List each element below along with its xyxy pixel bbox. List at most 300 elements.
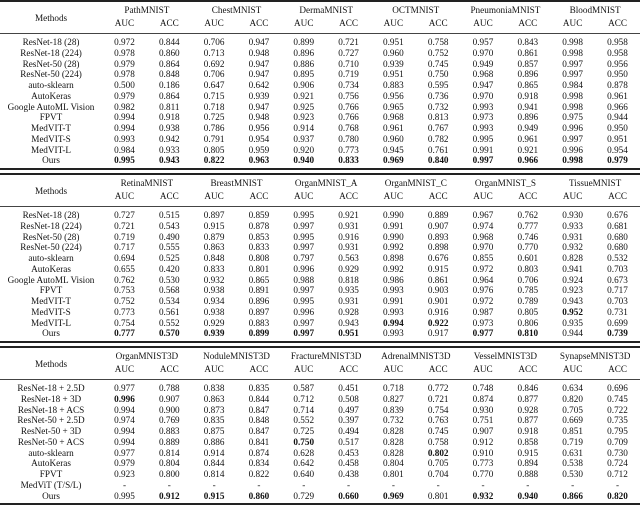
acc-header: ACC xyxy=(608,191,627,201)
metric-cell: 0.601 xyxy=(517,253,539,263)
method-name: Ours xyxy=(42,490,60,501)
metric-cell: 0.833 xyxy=(203,263,225,274)
method-name: ResNet-18 (224) xyxy=(20,220,82,231)
auc-header: AUC xyxy=(114,364,135,374)
metric-cell: 0.979 xyxy=(114,58,135,69)
table-row xyxy=(0,59,640,70)
metric-cell: 0.863 xyxy=(203,242,225,253)
table-row xyxy=(0,469,640,480)
metric-cell: 0.712 xyxy=(293,393,315,404)
table-row xyxy=(0,437,640,448)
metric-cell: 0.996 xyxy=(293,263,315,274)
metric-cell: 0.709 xyxy=(607,436,628,447)
metric-cell: 0.710 xyxy=(338,58,359,69)
metric-cell: 0.660 xyxy=(338,490,359,501)
metric-cell: 0.494 xyxy=(338,426,359,436)
table-row xyxy=(0,69,640,80)
metric-cell: 0.995 xyxy=(293,210,315,220)
metric-cell: 0.696 xyxy=(607,383,628,393)
method-name: ResNet-50 (28) xyxy=(22,58,80,69)
metric-cell: 0.878 xyxy=(607,80,628,90)
metric-cell: 0.886 xyxy=(203,436,225,447)
metric-cell: 0.921 xyxy=(517,144,539,155)
metric-cell: 0.993 xyxy=(383,285,404,296)
dataset-header: OrganMNIST3D xyxy=(115,351,179,361)
metric-cell: 0.931 xyxy=(338,220,359,231)
metric-cell: 0.993 xyxy=(383,306,404,317)
metric-cell: 0.838 xyxy=(203,383,225,393)
metric-cell: 0.972 xyxy=(114,37,135,47)
metric-cell: 0.715 xyxy=(203,90,225,101)
metric-cell: 0.804 xyxy=(383,458,404,469)
auc-header: AUC xyxy=(562,191,583,201)
metric-cell: 0.978 xyxy=(114,69,135,80)
metric-cell: 0.719 xyxy=(338,69,359,80)
metric-cell: 0.992 xyxy=(383,263,404,274)
table-row xyxy=(0,232,640,243)
acc-header: ACC xyxy=(518,364,538,374)
metric-cell: 0.915 xyxy=(203,490,225,501)
metric-cell: 0.762 xyxy=(517,210,539,220)
metric-cell: 0.899 xyxy=(248,328,270,339)
method-name: ResNet-50 + 3D xyxy=(20,426,82,436)
metric-cell: 0.921 xyxy=(293,90,315,101)
metric-cell: 0.916 xyxy=(338,231,359,242)
table-row xyxy=(0,123,640,134)
metric-cell: 0.772 xyxy=(427,383,449,393)
method-name: ResNet-18 + ACS xyxy=(17,404,85,415)
metric-cell: 0.923 xyxy=(293,112,315,123)
metric-cell: 0.490 xyxy=(158,231,180,242)
metric-cell: 0.860 xyxy=(158,47,180,58)
metric-cell: - xyxy=(257,479,261,490)
metric-cell: 0.956 xyxy=(383,90,404,101)
metric-cell: 0.929 xyxy=(203,317,225,328)
metric-cell: 0.943 xyxy=(338,317,359,328)
metric-cell: 0.725 xyxy=(203,112,225,123)
metric-cell: 0.961 xyxy=(383,123,404,133)
metric-cell: 0.994 xyxy=(114,112,135,123)
method-name: ResNet-50 + ACS xyxy=(17,436,85,447)
table-block-1 xyxy=(0,0,640,170)
metric-cell: 0.543 xyxy=(158,220,180,231)
metric-cell: 0.848 xyxy=(203,253,225,263)
method-name: ResNet-18 (28) xyxy=(22,210,80,220)
metric-cell: 0.789 xyxy=(517,296,539,306)
metric-cell: 0.676 xyxy=(607,210,628,220)
metric-cell: 0.719 xyxy=(562,436,583,447)
metric-cell: 0.972 xyxy=(472,296,494,306)
metric-cell: 0.703 xyxy=(607,263,628,274)
metric-cell: 0.973 xyxy=(472,317,494,328)
metric-cell: 0.941 xyxy=(517,101,539,112)
method-name: ResNet-50 (224) xyxy=(20,242,82,253)
metric-cell: 0.706 xyxy=(203,37,225,47)
dataset-header: BloodMNIST xyxy=(569,5,621,15)
metric-cell: 0.889 xyxy=(427,210,449,220)
table-row xyxy=(0,405,640,416)
table-row xyxy=(0,112,640,123)
metric-cell: 0.438 xyxy=(338,469,359,479)
dataset-header: OCTMNIST xyxy=(392,5,440,15)
metric-cell: 0.718 xyxy=(203,101,225,112)
metric-cell: 0.963 xyxy=(248,155,270,166)
metric-cell: 0.847 xyxy=(248,426,270,436)
metric-cell: 0.640 xyxy=(293,469,315,479)
metric-cell: 0.848 xyxy=(158,69,180,80)
metric-cell: 0.805 xyxy=(517,306,539,317)
metric-cell: 0.950 xyxy=(607,123,628,133)
metric-cell: 0.970 xyxy=(472,90,494,101)
metric-cell: 0.944 xyxy=(607,112,628,123)
metric-cell: - xyxy=(571,479,575,490)
method-name: ResNet-50 (28) xyxy=(22,231,80,242)
metric-cell: 0.994 xyxy=(114,404,135,415)
table-row xyxy=(0,102,640,113)
metric-cell: - xyxy=(122,479,126,490)
dataset-header: BreastMNIST xyxy=(210,178,263,188)
metric-cell: 0.705 xyxy=(562,404,583,415)
metric-cell: 0.893 xyxy=(427,231,449,242)
acc-header: ACC xyxy=(339,18,359,28)
acc-header: ACC xyxy=(159,364,179,374)
metric-cell: 0.777 xyxy=(517,220,539,231)
metric-cell: 0.976 xyxy=(472,285,494,296)
metric-cell: 0.886 xyxy=(293,58,315,69)
dataset-header: RetinaMNIST xyxy=(120,178,174,188)
metric-cell: 0.900 xyxy=(158,404,180,415)
metric-cell: 0.634 xyxy=(562,383,583,393)
metric-cell: 0.982 xyxy=(114,101,135,112)
metric-cell: 0.947 xyxy=(248,37,270,47)
metric-cell: 0.921 xyxy=(338,210,359,220)
metric-cell: 0.538 xyxy=(562,458,583,469)
metric-cell: 0.993 xyxy=(472,101,494,112)
metric-cell: 0.915 xyxy=(517,447,539,458)
metric-cell: 0.680 xyxy=(607,231,628,242)
metric-cell: 0.975 xyxy=(562,112,583,123)
method-name: auto-sklearn xyxy=(28,80,74,90)
method-name: Google AutoML Vision xyxy=(7,101,95,112)
metric-cell: 0.997 xyxy=(562,69,583,80)
metric-cell: 0.706 xyxy=(517,274,539,285)
table-row xyxy=(0,275,640,286)
metric-cell: 0.889 xyxy=(158,436,180,447)
metric-cell: 0.703 xyxy=(607,296,628,306)
auc-header: AUC xyxy=(383,364,404,374)
table-row xyxy=(0,221,640,232)
metric-cell: 0.530 xyxy=(562,469,583,479)
table-row xyxy=(0,34,640,48)
metric-cell: 0.998 xyxy=(562,47,583,58)
metric-cell: 0.681 xyxy=(607,220,628,231)
metric-cell: 0.960 xyxy=(383,47,404,58)
table-row xyxy=(0,394,640,405)
method-name: AutoKeras xyxy=(31,90,71,101)
metric-cell: 0.767 xyxy=(427,123,449,133)
auc-header: AUC xyxy=(562,364,583,374)
method-name: FPVT xyxy=(39,285,63,296)
metric-cell: - xyxy=(615,479,620,490)
metric-cell: 0.844 xyxy=(203,458,225,469)
metric-cell: 0.934 xyxy=(203,296,225,306)
methods-header: Methods xyxy=(34,13,68,23)
method-name: auto-sklearn xyxy=(28,447,74,458)
metric-cell: 0.748 xyxy=(472,383,494,393)
auc-header: AUC xyxy=(473,18,493,28)
dataset-header: DermaMNIST xyxy=(299,5,353,15)
acc-header: ACC xyxy=(159,191,179,201)
metric-cell: 0.928 xyxy=(338,306,359,317)
metric-cell: 0.810 xyxy=(517,328,539,339)
auc-header: AUC xyxy=(114,191,135,201)
acc-header: ACC xyxy=(428,18,448,28)
metric-cell: 0.773 xyxy=(338,144,359,155)
metric-cell: 0.754 xyxy=(427,404,449,415)
metric-cell: 0.822 xyxy=(203,155,225,166)
metric-cell: 0.721 xyxy=(427,393,449,404)
metric-cell: 0.736 xyxy=(427,90,449,101)
metric-cell: 0.915 xyxy=(203,220,225,231)
metric-cell: 0.945 xyxy=(383,144,404,155)
metric-cell: 0.563 xyxy=(338,253,359,263)
metric-cell: 0.997 xyxy=(293,328,315,339)
metric-cell: 0.923 xyxy=(562,285,583,296)
method-name: ResNet-18 (28) xyxy=(22,37,80,47)
metric-cell: 0.721 xyxy=(114,220,135,231)
table-row xyxy=(0,318,640,329)
metric-cell: 0.923 xyxy=(114,469,135,479)
method-name: MedViT (T/S/L) xyxy=(20,479,82,490)
metric-cell: 0.515 xyxy=(158,210,180,220)
metric-cell: 0.762 xyxy=(114,274,135,285)
dataset-header: AdrenalMNIST3D xyxy=(381,351,451,361)
metric-cell: 0.866 xyxy=(562,490,583,501)
metric-cell: 0.993 xyxy=(472,123,494,133)
metric-cell: - xyxy=(212,479,216,490)
metric-cell: 0.785 xyxy=(517,285,539,296)
dataset-header: PneumoniaMNIST xyxy=(470,5,541,15)
metric-cell: 0.994 xyxy=(383,317,404,328)
method-name: ResNet-18 + 2.5D xyxy=(17,383,85,393)
dataset-header: PathMNIST xyxy=(124,5,170,15)
table-row xyxy=(0,491,640,505)
metric-cell: 0.977 xyxy=(114,447,135,458)
metric-cell: 0.907 xyxy=(427,220,449,231)
metric-cell: 0.930 xyxy=(562,210,583,220)
metric-cell: 0.758 xyxy=(427,436,449,447)
metric-cell: 0.420 xyxy=(158,263,180,274)
metric-cell: 0.996 xyxy=(562,144,583,155)
metric-cell: 0.966 xyxy=(517,155,539,166)
metric-cell: 0.912 xyxy=(472,436,494,447)
metric-cell: 0.451 xyxy=(338,383,359,393)
metric-cell: 0.997 xyxy=(293,317,315,328)
metric-cell: 0.699 xyxy=(607,317,628,328)
metric-cell: 0.938 xyxy=(158,123,180,133)
metric-cell: 0.739 xyxy=(607,328,628,339)
metric-cell: 0.910 xyxy=(472,447,494,458)
metric-cell: 0.918 xyxy=(517,426,539,436)
metric-cell: - xyxy=(391,479,395,490)
metric-cell: 0.877 xyxy=(517,415,539,426)
metric-cell: - xyxy=(436,479,440,490)
metric-cell: 0.940 xyxy=(293,155,315,166)
metric-cell: 0.745 xyxy=(427,58,449,69)
metric-cell: 0.894 xyxy=(517,458,539,469)
metric-cell: 0.735 xyxy=(607,415,628,426)
metric-cell: 0.847 xyxy=(248,404,270,415)
metric-cell: 0.724 xyxy=(607,458,628,469)
table-row xyxy=(0,415,640,426)
metric-cell: 0.943 xyxy=(562,296,583,306)
metric-cell: 0.972 xyxy=(472,263,494,274)
metric-cell: 0.805 xyxy=(203,144,225,155)
metric-cell: 0.655 xyxy=(114,263,135,274)
acc-header: ACC xyxy=(249,364,269,374)
metric-cell: 0.754 xyxy=(114,317,135,328)
metric-cell: 0.952 xyxy=(562,306,583,317)
metric-cell: 0.745 xyxy=(427,426,449,436)
metric-cell: 0.986 xyxy=(383,274,404,285)
dataset-header: SynapseMNIST3D xyxy=(559,351,631,361)
metric-cell: 0.974 xyxy=(114,415,135,426)
metric-cell: 0.458 xyxy=(338,458,359,469)
metric-cell: 0.833 xyxy=(338,155,359,166)
metric-cell: 0.722 xyxy=(607,404,628,415)
metric-cell: 0.984 xyxy=(562,80,583,90)
metric-cell: 0.944 xyxy=(562,328,583,339)
metric-cell: 0.768 xyxy=(338,123,359,133)
metric-cell: 0.497 xyxy=(338,404,359,415)
metric-cell: 0.995 xyxy=(114,490,135,501)
metric-cell: - xyxy=(167,479,171,490)
metric-cell: 0.804 xyxy=(158,458,180,469)
metric-cell: 0.820 xyxy=(607,490,628,501)
metric-cell: 0.802 xyxy=(427,447,449,458)
metric-cell: 0.874 xyxy=(472,393,494,404)
metric-cell: 0.834 xyxy=(248,458,270,469)
metric-cell: 0.721 xyxy=(338,37,359,47)
metric-cell: 0.713 xyxy=(203,47,225,58)
table-row xyxy=(0,426,640,437)
metric-cell: 0.997 xyxy=(293,220,315,231)
metric-cell: 0.525 xyxy=(158,253,180,263)
dataset-header: TissueMNIST xyxy=(568,178,622,188)
auc-header: AUC xyxy=(294,364,314,374)
metric-cell: 0.555 xyxy=(158,242,180,253)
metric-cell: 0.883 xyxy=(383,80,404,90)
metric-cell: 0.932 xyxy=(203,274,225,285)
metric-cell: 0.561 xyxy=(158,306,180,317)
metric-cell: 0.730 xyxy=(607,447,628,458)
metric-cell: 0.996 xyxy=(293,306,315,317)
table-block-3 xyxy=(0,346,640,505)
metric-cell: 0.918 xyxy=(158,112,180,123)
metric-cell: 0.943 xyxy=(158,155,180,166)
metric-cell: 0.706 xyxy=(203,69,225,80)
metric-cell: 0.822 xyxy=(248,469,270,479)
metric-cell: 0.987 xyxy=(472,306,494,317)
acc-header: ACC xyxy=(339,364,358,374)
metric-cell: 0.534 xyxy=(158,296,180,306)
auc-header: AUC xyxy=(383,191,404,201)
metric-cell: 0.694 xyxy=(114,253,135,263)
metric-cell: 0.995 xyxy=(114,155,135,166)
metric-cell: 0.948 xyxy=(248,47,270,58)
metric-cell: 0.718 xyxy=(383,383,404,393)
table-row xyxy=(0,145,640,156)
metric-cell: 0.951 xyxy=(383,37,404,47)
acc-header: ACC xyxy=(608,18,627,28)
metric-cell: 0.970 xyxy=(472,47,494,58)
metric-cell: 0.570 xyxy=(158,328,180,339)
table-row xyxy=(0,264,640,275)
metric-cell: 0.979 xyxy=(114,90,135,101)
metric-cell: 0.833 xyxy=(248,242,270,253)
metric-cell: 0.731 xyxy=(607,306,628,317)
dataset-header: OrganMNIST_C xyxy=(384,178,447,188)
auc-header: AUC xyxy=(204,191,224,201)
metric-cell: 0.873 xyxy=(203,404,225,415)
metric-cell: 0.897 xyxy=(248,306,270,317)
metric-cell: 0.998 xyxy=(562,90,583,101)
metric-cell: 0.906 xyxy=(293,80,315,90)
acc-header: ACC xyxy=(339,191,358,201)
metric-cell: 0.692 xyxy=(203,58,225,69)
metric-cell: 0.858 xyxy=(517,436,539,447)
metric-cell: 0.973 xyxy=(472,112,494,123)
metric-cell: 0.907 xyxy=(472,426,494,436)
metric-cell: 0.998 xyxy=(562,101,583,112)
metric-cell: 0.947 xyxy=(248,58,270,69)
metric-cell: 0.988 xyxy=(293,274,315,285)
metric-cell: 0.977 xyxy=(472,328,494,339)
table-row xyxy=(0,134,640,145)
auc-header: AUC xyxy=(114,18,135,28)
metric-cell: 0.642 xyxy=(248,80,270,90)
metric-cell: 0.914 xyxy=(203,447,225,458)
method-name: ResNet-50 (224) xyxy=(20,69,82,80)
metric-cell: 0.896 xyxy=(517,69,539,80)
metric-cell: 0.843 xyxy=(517,37,539,47)
metric-cell: 0.753 xyxy=(114,285,135,296)
metric-cell: 0.828 xyxy=(562,253,583,263)
metric-cell: 0.751 xyxy=(472,415,494,426)
metric-cell: 0.818 xyxy=(338,274,359,285)
metric-cell: 0.844 xyxy=(158,37,180,47)
metric-cell: 0.931 xyxy=(562,231,583,242)
table-row xyxy=(0,328,640,342)
metric-cell: 0.907 xyxy=(158,393,180,404)
method-name: MedVIT-T xyxy=(31,123,72,133)
metric-cell: 0.813 xyxy=(427,112,449,123)
metric-cell: 0.853 xyxy=(248,231,270,242)
metric-cell: 0.998 xyxy=(562,155,583,166)
metric-cell: 0.935 xyxy=(338,285,359,296)
metric-cell: 0.970 xyxy=(472,242,494,253)
metric-cell: 0.916 xyxy=(427,306,449,317)
metric-cell: 0.965 xyxy=(383,101,404,112)
metric-cell: 0.929 xyxy=(338,263,359,274)
metric-cell: 0.777 xyxy=(114,328,135,339)
table-row xyxy=(0,253,640,264)
metric-cell: 0.994 xyxy=(114,426,135,436)
metric-cell: 0.997 xyxy=(562,133,583,144)
metric-cell: 0.961 xyxy=(517,133,539,144)
metric-cell: 0.931 xyxy=(338,242,359,253)
metric-cell: 0.922 xyxy=(427,317,449,328)
